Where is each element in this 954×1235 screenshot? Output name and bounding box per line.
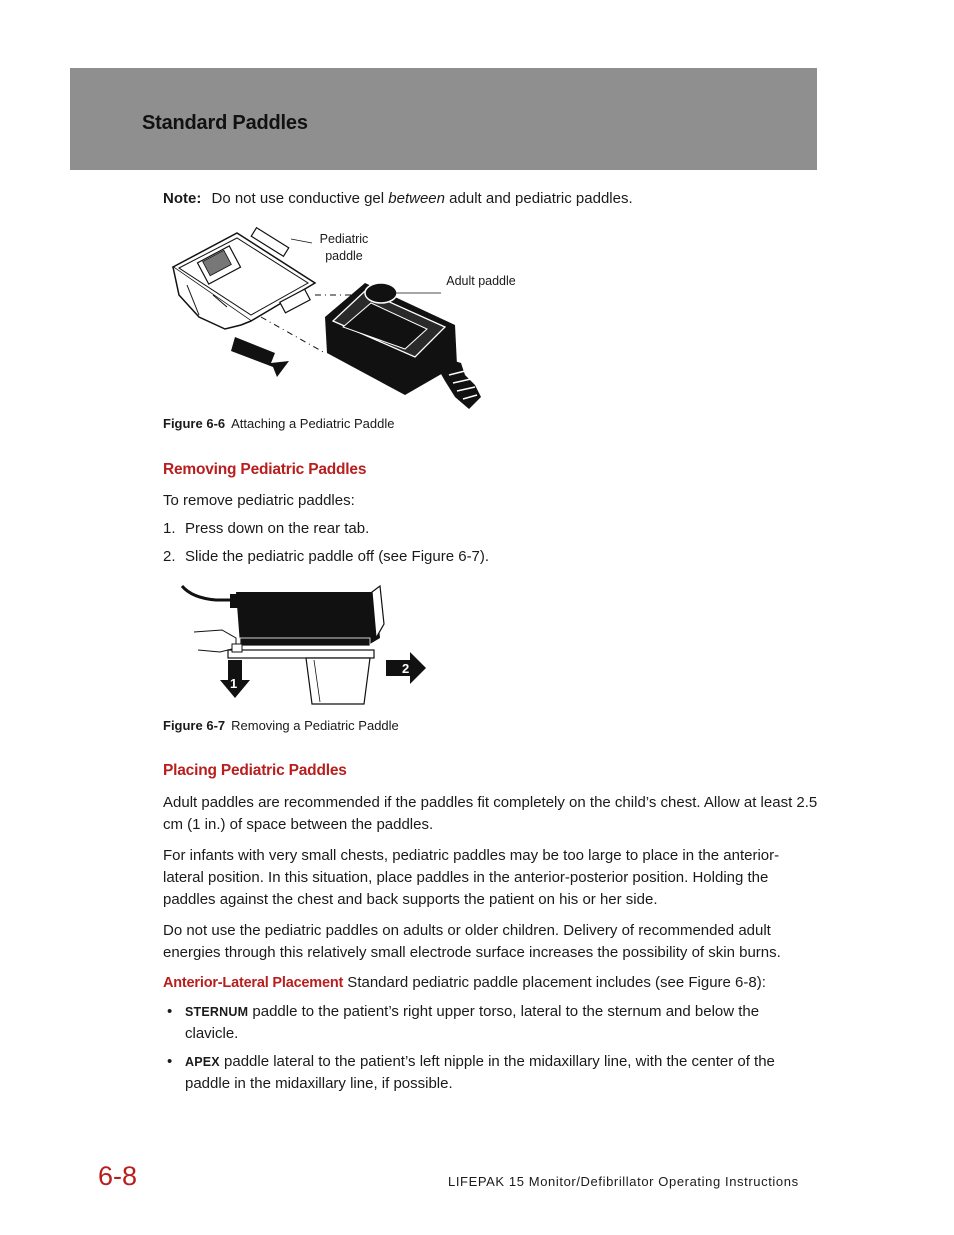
placing-paragraph-2: For infants with very small chests, pediatric paddles may be too large to place in the anterior-lateral position. In this situation, place paddles in the anterior-posterior position. Holding the paddles against the chest and back supports the patient on his or her side. [163,847,780,908]
removing-step-2 [163,546,818,568]
bullet-item-apex [163,1051,813,1095]
placing-paragraph-1: Adult paddles are recommended if the paddles fit completely on the child’s chest. Allow at least 2.5 cm (1 in.) of space between the paddles. [163,794,818,833]
step-text: Press down on the rear tab. [185,520,370,537]
bullet-text: paddle to the patient’s right upper torso, lateral to the sternum and below the clavicle. [185,1003,760,1042]
section-title: Standard Paddles [142,112,308,134]
footer-document-title: LIFEPAK 15 Monitor/Defibrillator Operating Instructions [448,1174,799,1189]
figure-6-6-caption [163,416,394,431]
note-label: Note: [163,190,202,207]
section-header-band [70,68,817,170]
bullet-symbol: • [167,1053,173,1070]
note-text-after: adult and pediatric paddles. [445,190,633,207]
figure-6-6-illustration [165,225,516,415]
bullet-item-sternum [163,1001,813,1045]
note [163,190,633,207]
note-text-before: Do not use conductive gel [211,190,389,207]
placing-heading: Placing Pediatric Paddles [163,762,347,779]
figure-6-7-number: Figure 6-7 [163,718,226,733]
note-emphasis: between [388,190,445,207]
bullet-text: paddle lateral to the patient’s left nipple in the midaxillary line, with the center of the paddle in the midaxillary line, if possible. [185,1053,775,1092]
bullet-symbol: • [167,1003,173,1020]
removing-heading: Removing Pediatric Paddles [163,461,367,478]
bullet-term: APEX [185,1055,220,1069]
removing-step-1 [163,518,818,540]
figure-6-7-illustration [180,580,430,710]
pediatric-paddle-remove-drawing [180,580,430,710]
placing-paragraph-3: Do not use the pediatric paddles on adults or older children. Delivery of recommended adult energies through this relatively small electrode surface increases the possibility of skin burns. [163,922,781,961]
step-text: Slide the pediatric paddle off (see Figure 6-7). [185,548,490,565]
arrow-label-2: 2 [402,661,410,676]
removing-intro: To remove pediatric paddles: [163,492,355,509]
callout-adult-paddle: Adult paddle [446,274,516,288]
anterior-lateral-paragraph [163,972,818,994]
page-number: 6-8 [98,1161,138,1191]
figure-6-6-title: Attaching a Pediatric Paddle [231,416,395,431]
bullet-term: STERNUM [185,1005,249,1019]
arrow-label-1: 1 [230,676,238,691]
bullet-content [163,1051,813,1095]
figure-6-7-caption [163,718,399,733]
figure-6-7-title: Removing a Pediatric Paddle [231,718,399,733]
step-number: 1. [163,520,176,537]
callout-pediatric-paddle: Pediatric paddle [319,232,369,263]
anterior-lateral-label: Anterior-Lateral Placement [163,975,344,991]
step-number: 2. [163,548,176,565]
anterior-lateral-text: Standard pediatric paddle placement includes (see Figure 6-8): [343,974,766,991]
figure-6-6-number: Figure 6-6 [163,416,226,431]
bullet-content [163,1001,813,1045]
